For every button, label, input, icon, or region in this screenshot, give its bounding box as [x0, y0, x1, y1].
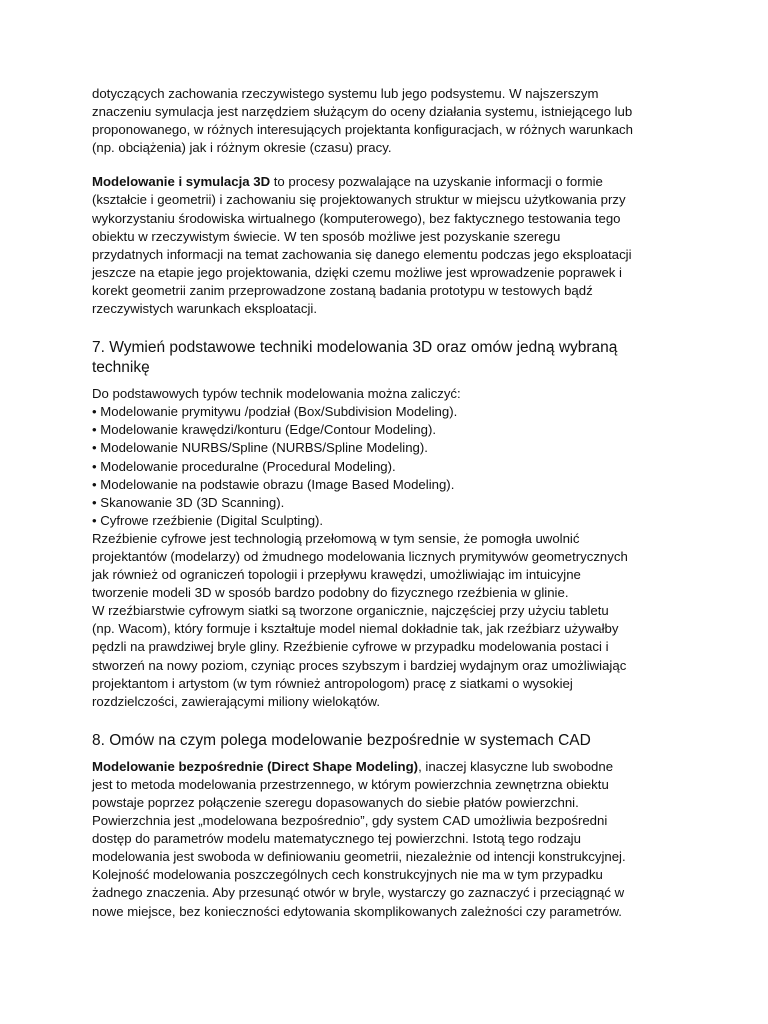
text-line: modelowania jest swoboda w definiowaniu geometrii, niezależnie od intencji konstrukcyjnej.	[92, 849, 626, 865]
text-line: pędzli na prawdziwej bryle gliny. Rzeźbienie cyfrowe w przypadku modelowania postaci i	[92, 639, 609, 655]
text-line: tworzenie modeli 3D w sposób bardzo podobny do fizycznego rzeźbienia w glinie.	[92, 585, 569, 601]
bold-term: Modelowanie i symulacja 3D	[92, 174, 271, 190]
heading-line: 7. Wymień podstawowe techniki modelowania 3D oraz omów jedną wybraną	[92, 339, 618, 357]
text-line: Kolejność modelowania poszczególnych cech konstrukcyjnych nie ma w tym przypadku	[92, 867, 603, 883]
text-line: Rzeźbienie cyfrowe jest technologią przełomową w tym sensie, że pomogła uwolnić	[92, 530, 580, 546]
section-7-intro	[92, 385, 692, 403]
text-line: korekt geometrii zanim przeprowadzone zostaną badania prototypu w testowych bądź	[92, 282, 593, 298]
text-line: projektantów (modelarzy) od żmudnego modelowania licznych prymitywów geometrycznych	[92, 548, 628, 564]
section-7-heading	[92, 338, 692, 378]
text-line: (np. obciążenia) jak i różnym okresie (czasu) pracy.	[92, 140, 392, 156]
text-line: rzeczywistych warunkach eksploatacji.	[92, 301, 318, 317]
text-line: nowe miejsce, bez konieczności edytowania skomplikowanych zależności czy parametrów.	[92, 903, 622, 919]
list-item: • Skanowanie 3D (3D Scanning).	[92, 494, 285, 510]
text-line: wykorzystaniu środowiska wirtualnego (komputerowego), bez faktycznego testowania tego	[92, 210, 621, 226]
list-item: • Modelowanie proceduralne (Procedural Modeling).	[92, 458, 396, 474]
text-line: jest to metoda modelowania przestrzennego, w którym powierzchnia zewnętrzna obiektu	[92, 776, 609, 792]
heading-line: technikę	[92, 359, 150, 377]
text-line: dostęp do parametrów modelu matematycznego tej powierzchni. Istotą tego rodzaju	[92, 831, 581, 847]
text-line: znaczeniu symulacja jest narzędziem służącym do oceny działania systemu, istniejącego lub	[92, 104, 633, 120]
list-item: • Modelowanie NURBS/Spline (NURBS/Spline Modeling).	[92, 440, 428, 456]
list-item: • Modelowanie prymitywu /podział (Box/Subdivision Modeling).	[92, 404, 458, 420]
text-line: przydatnych informacji na temat zachowania się danego elementu podczas jego eksploatacji	[92, 246, 632, 262]
text-line: Do podstawowych typów technik modelowania można zaliczyć:	[92, 386, 461, 402]
text-line: projektantom i artystom (w tym również antropologom) pracę z siatkami o wysokiej	[92, 675, 573, 691]
document-page	[92, 85, 692, 921]
text-line: obiektu w rzeczywistym świecie. W ten sposób możliwe jest pozyskanie szeregu	[92, 228, 561, 244]
list-item: • Modelowanie na podstawie obrazu (Image Based Modeling).	[92, 476, 455, 492]
text-line: (kształcie i geometrii) i zachowaniu się projektowanych struktur w miejscu użytkowania przy	[92, 192, 626, 208]
text-line: dotyczących zachowania rzeczywistego systemu lub jego podsystemu. W najszerszym	[92, 86, 599, 101]
text-line: proponowanego, w różnych interesujących projektanta konfiguracjach, w różnych warunkach	[92, 122, 633, 138]
list-item: • Modelowanie krawędzi/konturu (Edge/Contour Modeling).	[92, 422, 437, 438]
text-line: W rzeźbiarstwie cyfrowym siatki są tworzone organicznie, najczęściej przy użyciu tabletu	[92, 603, 609, 619]
digital-sculpting-paragraph	[92, 530, 692, 711]
intro-paragraph	[92, 85, 692, 157]
text-fragment: , inaczej klasyczne lub swobodne	[418, 758, 614, 774]
text-line: rozdzielczości, zawierającymi miliony wielokątów.	[92, 693, 381, 709]
bold-term: Modelowanie bezpośrednie (Direct Shape Modeling)	[92, 758, 419, 774]
heading-line: 8. Omów na czym polega modelowanie bezpośrednie w systemach CAD	[92, 731, 591, 749]
text-line	[92, 173, 692, 191]
text-fragment: to procesy pozwalające na uzyskanie informacji o formie	[270, 174, 603, 190]
text-line: jeszcze na etapie jego projektowania, dzięki czemu możliwe jest wprowadzenie poprawek i	[92, 264, 622, 280]
text-line	[92, 758, 692, 776]
text-line: żadnego znaczenia. Aby przesunąć otwór w bryle, wystarczy go zaznaczyć i przeciągnąć w	[92, 885, 625, 901]
modeling-3d-paragraph	[92, 173, 692, 318]
text-line: stworzeń na nowy poziom, czyniąc proces szybszym i bardziej wydajnym oraz umożliwiając	[92, 657, 627, 673]
section-8-heading	[92, 731, 692, 751]
text-line: (np. Wacom), który formuje i kształtuje model niemal dokładnie tak, jak rzeźbiarz używałby	[92, 621, 619, 637]
techniques-list	[92, 403, 692, 530]
text-line: jak również od ograniczeń topologii i przepływu krawędzi, umożliwiając im intuicyjne	[92, 567, 581, 583]
direct-modeling-paragraph	[92, 758, 692, 921]
text-line: powstaje poprzez połączenie szeregu dopasowanych do siebie płatów powierzchni.	[92, 795, 579, 810]
list-item: • Cyfrowe rzeźbienie (Digital Sculpting).	[92, 512, 324, 528]
text-line: Powierzchnia jest „modelowana bezpośrednio”, gdy system CAD umożliwia bezpośredni	[92, 813, 608, 829]
